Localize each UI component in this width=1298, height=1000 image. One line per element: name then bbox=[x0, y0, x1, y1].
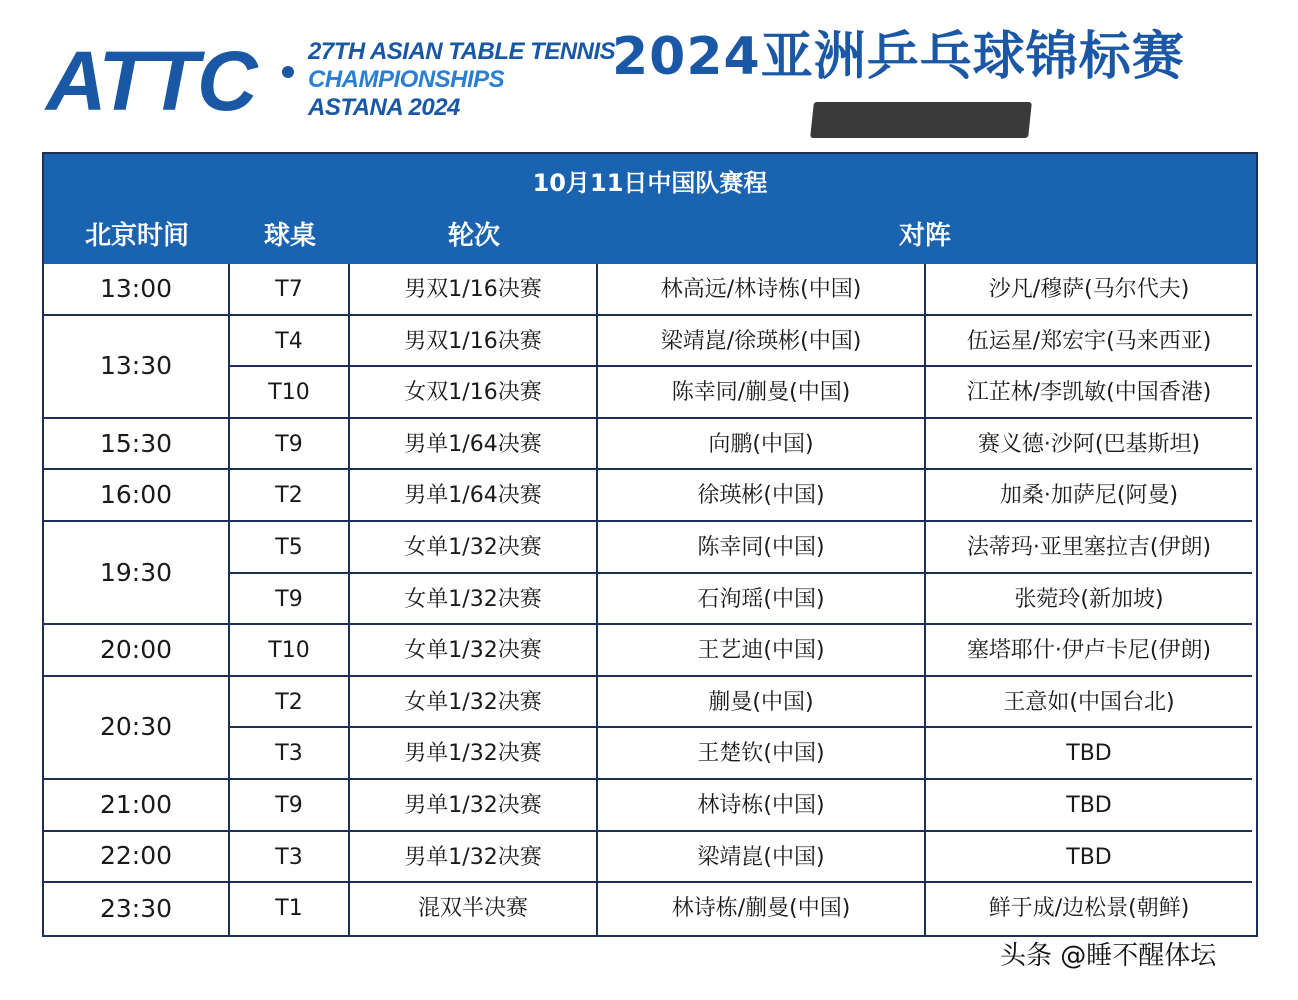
round-cell: 男单1/64决赛 bbox=[350, 470, 598, 522]
round-cell: 女单1/32决赛 bbox=[350, 574, 598, 626]
opponent-cell: TBD bbox=[926, 780, 1252, 832]
player-cell: 梁靖崑/徐瑛彬(中国) bbox=[598, 316, 926, 368]
player-cell: 徐瑛彬(中国) bbox=[598, 470, 926, 522]
logo-line-3: ASTANA 2024 bbox=[308, 94, 460, 121]
table-number-cell: T3 bbox=[230, 728, 350, 780]
round-cell: 女单1/32决赛 bbox=[350, 522, 598, 574]
round-cell: 男双1/16决赛 bbox=[350, 316, 598, 368]
player-cell: 陈幸同(中国) bbox=[598, 522, 926, 574]
player-cell: 陈幸同/蒯曼(中国) bbox=[598, 367, 926, 419]
time-cell: 21:00 bbox=[44, 780, 230, 832]
logo-caption bbox=[308, 38, 615, 122]
table-number-cell: T1 bbox=[230, 883, 350, 935]
time-cell: 15:30 bbox=[44, 419, 230, 471]
player-cell: 王楚钦(中国) bbox=[598, 728, 926, 780]
opponent-cell: 塞塔耶什·伊卢卡尼(伊朗) bbox=[926, 625, 1252, 677]
player-cell: 蒯曼(中国) bbox=[598, 677, 926, 729]
table-number-cell: T4 bbox=[230, 316, 350, 368]
header-matchup: 对阵 bbox=[898, 221, 951, 251]
table-number-cell: T5 bbox=[230, 522, 350, 574]
time-cell: 13:30 bbox=[44, 316, 230, 419]
opponent-cell: 鲜于成/边松景(朝鲜) bbox=[988, 896, 1190, 922]
time-cell: 23:30 bbox=[44, 883, 230, 935]
header-round: 轮次 bbox=[447, 221, 500, 251]
table-number-cell: T2 bbox=[230, 470, 350, 522]
time-cell: 13:00 bbox=[44, 264, 230, 316]
table-number-cell: T9 bbox=[230, 574, 350, 626]
time-cell: 20:00 bbox=[44, 625, 230, 677]
opponent-cell: 王意如(中国台北) bbox=[926, 677, 1252, 729]
player-cell: 石洵瑶(中国) bbox=[598, 574, 926, 626]
player-cell: 林诗栋/蒯曼(中国) bbox=[598, 883, 926, 935]
opponent-cell: 张菀玲(新加坡) bbox=[926, 574, 1252, 626]
watermark: 头条 @睡不醒体坛 bbox=[996, 938, 1220, 974]
table-number-cell: T10 bbox=[230, 367, 350, 419]
table-number-cell: T3 bbox=[230, 832, 350, 884]
table-number-cell: T9 bbox=[230, 419, 350, 471]
table-number-cell: T2 bbox=[230, 677, 350, 729]
round-cell: 男双1/16决赛 bbox=[350, 264, 598, 316]
player-cell: 王艺迪(中国) bbox=[598, 625, 926, 677]
opponent-cell: 江芷林/李凯敏(中国香港) bbox=[926, 367, 1252, 419]
round-cell: 男单1/32决赛 bbox=[350, 780, 598, 832]
opponent-cell: TBD bbox=[926, 728, 1252, 780]
opponent-cell: 沙凡/穆萨(马尔代夫) bbox=[926, 264, 1252, 316]
time-cell: 16:00 bbox=[44, 470, 230, 522]
attc-logo bbox=[46, 34, 616, 128]
schedule-banner: 10月11日中国队赛程 bbox=[44, 154, 1256, 210]
header-time: 北京时间 bbox=[84, 221, 189, 251]
table-header-row bbox=[44, 210, 1256, 264]
table-body bbox=[44, 264, 1256, 935]
round-cell: 混双半决赛 bbox=[350, 883, 598, 935]
player-cell: 向鹏(中国) bbox=[598, 419, 926, 471]
opponent-cell: TBD bbox=[926, 832, 1252, 884]
round-cell: 男单1/32决赛 bbox=[350, 728, 598, 780]
round-cell: 女单1/32决赛 bbox=[350, 625, 598, 677]
round-cell: 男单1/64决赛 bbox=[350, 419, 598, 471]
opponent-cell: 法蒂玛·亚里塞拉吉(伊朗) bbox=[926, 522, 1252, 574]
table-number-cell: T10 bbox=[230, 625, 350, 677]
round-cell: 女单1/32决赛 bbox=[350, 677, 598, 729]
time-cell: 22:00 bbox=[44, 832, 230, 884]
logo-line-1: 27TH ASIAN TABLE TENNIS bbox=[308, 38, 616, 65]
page-title: 2024亚洲乒乓球锦标赛 bbox=[612, 27, 1185, 87]
logo-dot bbox=[282, 66, 294, 78]
player-cell: 林高远/林诗栋(中国) bbox=[598, 264, 926, 316]
logo-line-2: CHAMPIONSHIPS bbox=[308, 66, 505, 93]
table-number-cell: T7 bbox=[230, 264, 350, 316]
round-cell: 男单1/32决赛 bbox=[350, 832, 598, 884]
header-table: 球桌 bbox=[263, 221, 316, 251]
opponent-cell: 赛义德·沙阿(巴基斯坦) bbox=[926, 419, 1252, 471]
time-cell: 20:30 bbox=[44, 677, 230, 780]
time-cell: 19:30 bbox=[44, 522, 230, 625]
opponent-cell: 伍运星/郑宏宇(马来西亚) bbox=[926, 316, 1252, 368]
round-cell: 女双1/16决赛 bbox=[350, 367, 598, 419]
player-cell: 梁靖崑(中国) bbox=[598, 832, 926, 884]
schedule-table bbox=[42, 152, 1258, 937]
logo-mark: ATTC bbox=[46, 34, 256, 128]
opponent-cell: 加桑·加萨尼(阿曼) bbox=[926, 470, 1252, 522]
player-cell: 林诗栋(中国) bbox=[598, 780, 926, 832]
table-number-cell: T9 bbox=[230, 780, 350, 832]
redaction-bar bbox=[810, 102, 1032, 138]
